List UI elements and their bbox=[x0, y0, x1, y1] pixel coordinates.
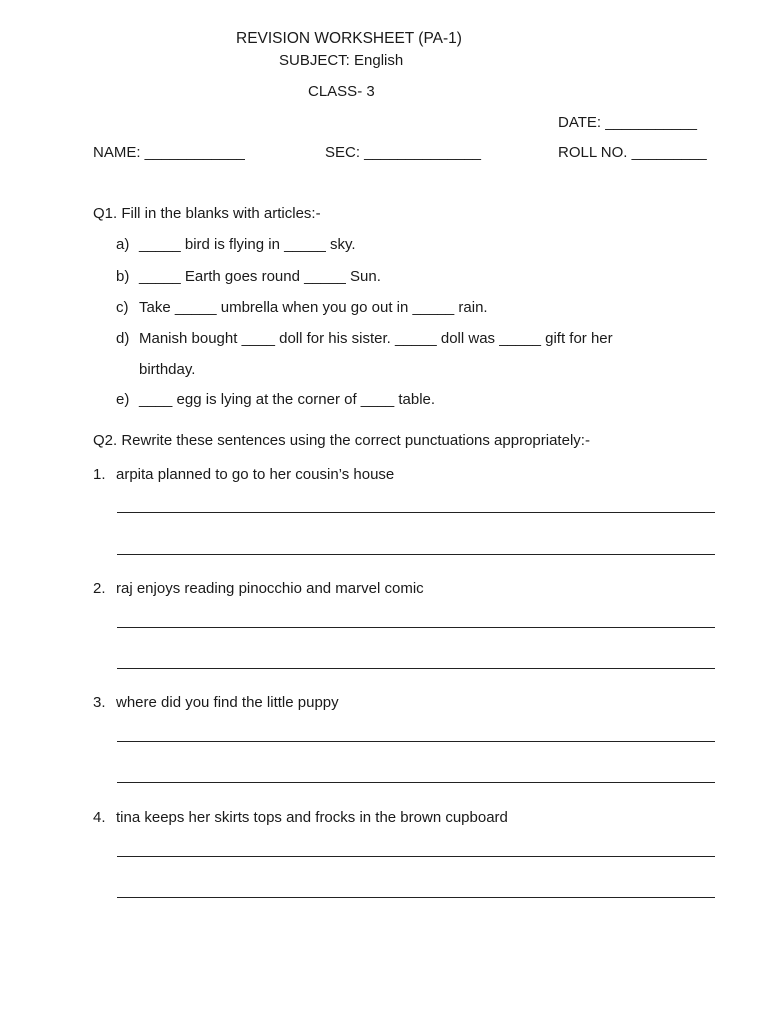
answer-line bbox=[117, 741, 715, 742]
q2-item-sentence: where did you find the little puppy bbox=[116, 694, 339, 711]
q1-item-label: a) bbox=[116, 236, 130, 253]
q1-item-d-continued bbox=[116, 361, 195, 379]
q1-item-text: _____ bird is flying in _____ sky. bbox=[139, 236, 356, 253]
q2-item-4 bbox=[93, 809, 508, 827]
q2-item-number: 4. bbox=[93, 809, 106, 826]
subject-line: SUBJECT: English bbox=[279, 52, 404, 69]
q1-item-text: _____ Earth goes round _____ Sun. bbox=[139, 268, 381, 285]
q2-item-sentence: arpita planned to go to her cousin’s house bbox=[116, 466, 395, 483]
q2-item-sentence: raj enjoys reading pinocchio and marvel comic bbox=[116, 580, 424, 597]
q1-item-label: b) bbox=[116, 268, 130, 285]
q2-item-sentence: tina keeps her skirts tops and frocks in the brown cupboard bbox=[116, 809, 508, 826]
answer-line bbox=[117, 512, 715, 513]
q1-item-text: ____ egg is lying at the corner of ____ table. bbox=[139, 391, 436, 408]
answer-line bbox=[117, 856, 715, 857]
q2-item-number: 3. bbox=[93, 694, 106, 711]
q1-item-e bbox=[116, 391, 435, 409]
q2-item-number: 2. bbox=[93, 580, 106, 597]
question-1-heading: Q1. Fill in the blanks with articles:- bbox=[93, 205, 321, 222]
answer-line bbox=[117, 668, 715, 669]
q1-item-label: c) bbox=[116, 299, 129, 316]
worksheet-title: REVISION WORKSHEET (PA-1) bbox=[236, 30, 462, 47]
q1-item-d bbox=[116, 330, 613, 348]
q1-item-b bbox=[116, 268, 381, 286]
q1-item-text: Manish bought ____ doll for his sister. _____ doll was _____ gift for her bbox=[139, 330, 613, 347]
q2-item-3 bbox=[93, 694, 339, 712]
q2-item-2 bbox=[93, 580, 424, 598]
q1-item-label: d) bbox=[116, 330, 130, 347]
q1-item-a bbox=[116, 236, 356, 254]
question-2-heading: Q2. Rewrite these sentences using the correct punctuations appropriately:- bbox=[93, 432, 590, 449]
q2-item-1 bbox=[93, 466, 394, 484]
answer-line bbox=[117, 782, 715, 783]
answer-line bbox=[117, 554, 715, 555]
q1-item-text: Take _____ umbrella when you go out in _____ rain. bbox=[139, 299, 488, 316]
q1-item-text: birthday. bbox=[139, 361, 196, 378]
class-line: CLASS- 3 bbox=[308, 83, 375, 100]
roll-number-field: ROLL NO. _________ bbox=[558, 144, 707, 161]
q1-item-label: e) bbox=[116, 391, 130, 408]
date-field: DATE: ___________ bbox=[558, 114, 697, 131]
name-field: NAME: ____________ bbox=[93, 144, 245, 161]
answer-line bbox=[117, 897, 715, 898]
q2-item-number: 1. bbox=[93, 466, 106, 483]
section-field: SEC: ______________ bbox=[325, 144, 481, 161]
answer-line bbox=[117, 627, 715, 628]
q1-item-c bbox=[116, 299, 488, 317]
